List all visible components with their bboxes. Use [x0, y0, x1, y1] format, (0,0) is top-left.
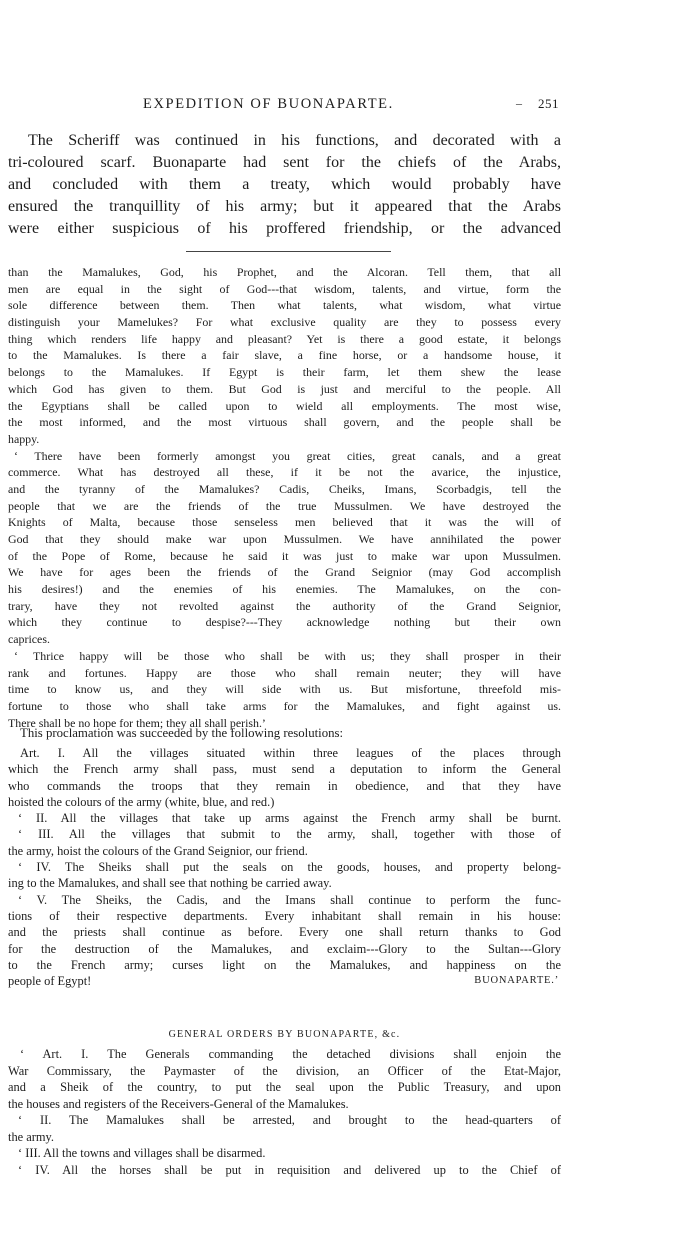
- article-line: ‘ V. The Sheiks, the Cadis, and the Imans shall continue to perform the func-: [18, 892, 561, 907]
- footnote-line: to the Mamalukes. Is there a fair slave, a fine horse, or a handsome house, it: [8, 348, 561, 363]
- article-line: ing to the Mamalukes, and shall see that nothing be carried away.: [8, 876, 332, 891]
- signature: BUONAPARTE.’: [474, 975, 559, 987]
- order-line: and a Sheik of the country, to put the seal upon the Public Treasury, and upon: [8, 1080, 561, 1094]
- footnote-line: Knights of Malta, because those senseless men believed that it was the will of: [8, 515, 561, 530]
- article-line: and the priests shall continue as before. Every one shall return thanks to God: [8, 925, 561, 940]
- footnote-line: There shall be no hope for them; they all shall perish.’: [8, 715, 266, 730]
- article-last-line: people of Egypt!: [8, 974, 92, 989]
- footnote-line: men are equal in the sight of God---that wisdom, talents, and virtue, form the: [8, 281, 561, 296]
- footnote-line: the most informed, and the most virtuous shall govern, and the people shall be: [8, 415, 561, 430]
- article-line: for the destruction of the Mamalukes, and exclaim---Glory to the Sultan---Glory: [8, 941, 561, 956]
- article-line: hoisted the colours of the army (white, blue, and red.): [8, 794, 275, 809]
- header-dash: –: [516, 96, 524, 110]
- footnote-line: fortune to those who shall take arms for the Mamalukes, and fight against us.: [8, 698, 561, 713]
- article-line: ‘ II. All the villages that take up arms against the French army shall be burnt.: [18, 811, 561, 826]
- running-title: EXPEDITION OF BUONAPARTE.: [143, 96, 394, 112]
- article-line: who commands the troops that they remain in obedience, and that they have: [8, 778, 561, 793]
- article-line: which the French army shall pass, must send a deputation to inform the General: [8, 762, 561, 777]
- order-line: ‘ III. All the towns and villages shall be disarmed.: [18, 1146, 266, 1160]
- footnote-rule: [186, 251, 391, 252]
- order-line: the army.: [8, 1129, 54, 1144]
- order-line: ‘ IV. All the horses shall be put in requisition and delivered up to the Chief of: [18, 1162, 561, 1177]
- article-line: to the French army; curses light on the Mamalukes, and happiness on the: [8, 957, 561, 972]
- page-number: 251: [538, 96, 559, 111]
- order-line: ‘ II. The Mamalukes shall be arrested, and brought to the head-quarters of: [18, 1113, 561, 1127]
- main-text-line: and concluded with them a treaty, which would probably have: [8, 176, 561, 193]
- article-line: tions of their respective departments. Every inhabitant shall remain in his house:: [8, 908, 561, 923]
- footnote-line: We have for ages been the friends of the Grand Seignior (may God accomplish: [8, 565, 561, 580]
- article-line: ‘ III. All the villages that submit to the army, shall, together with those of: [18, 827, 561, 842]
- main-text-line: ensured the tranquillity of his army; but it appeared that the Arabs: [8, 198, 561, 215]
- footnote-line: than the Mamalukes, God, his Prophet, and the Alcoran. Tell them, that all: [8, 265, 561, 279]
- article-line: Art. I. All the villages situated within three leagues of the places through: [20, 746, 561, 760]
- footnote-block: [8, 264, 561, 731]
- footnote-line: people that we are the friends of the true Mussulmen. We have destroyed the: [8, 498, 561, 513]
- footnote-line: and the tyranny of the Mamalukes? Cadis, Cheiks, Imans, Scorbadgis, tell the: [8, 481, 561, 496]
- footnote-line: caprices.: [8, 632, 50, 647]
- footnote-line: rank and fortunes. Happy are those who shall remain neuter; they will have: [8, 665, 561, 680]
- footnote-line: happy.: [8, 431, 40, 446]
- footnote-line: sole difference between them. Then what talents, what wisdom, what virtue: [8, 298, 561, 313]
- order-line: War Commissary, the Paymaster of the division, an Officer of the Etat-Major,: [8, 1063, 561, 1078]
- footnote-line: time to know us, and they will side with us. But misfortune, threefold mis-: [8, 682, 561, 697]
- footnote-line: trary, have they not revolted against the authority of the Grand Seignior,: [8, 598, 561, 613]
- general-orders-block: [8, 1046, 561, 1178]
- footnote-line: ‘ There have been formerly amongst you great cities, great canals, and a great: [14, 448, 561, 463]
- signature-line: [8, 973, 561, 989]
- main-text-line: The Scheriff was continued in his functions, and decorated with a: [28, 132, 561, 149]
- main-text-line: tri-coloured scarf. Buonaparte had sent for the chiefs of the Arabs,: [8, 154, 561, 171]
- main-text-line: were either suspicious of his proffered friendship, or the advanced: [8, 220, 561, 237]
- footnote-line: of the Pope of Rome, because he said it was just to make war upon Mussulmen.: [8, 548, 561, 563]
- resolutions-block: [8, 745, 561, 989]
- order-line: the houses and registers of the Receivers-General of the Mamalukes.: [8, 1096, 349, 1111]
- article-line: the army, hoist the colours of the Grand Seignior, our friend.: [8, 843, 308, 858]
- main-text-block: [8, 130, 561, 240]
- footnote-line: ‘ Thrice happy will be those who shall be with us; they shall prosper in their: [14, 648, 561, 663]
- footnote-line: which God has given to them. But God is just and merciful to the people. All: [8, 381, 561, 396]
- orders-heading: GENERAL ORDERS BY BUONAPARTE, &c.: [168, 1029, 401, 1040]
- order-line: ‘ Art. I. The Generals commanding the detached divisions shall enjoin the: [20, 1047, 561, 1061]
- proclamation-intro-line: This proclamation was succeeded by the following resolutions:: [20, 726, 344, 740]
- footnote-line: thing which renders life happy and pleasant? Yet is there a good estate, it belongs: [8, 331, 561, 346]
- footnote-line: belongs to the Mamalukes. If Egypt is their farm, let them shew the lease: [8, 365, 561, 380]
- article-line: ‘ IV. The Sheiks shall put the seals on the goods, houses, and property belong-: [18, 860, 561, 875]
- footnote-line: distinguish your Mamelukes? For what exclusive quality are they to possess every: [8, 315, 561, 330]
- running-header: [8, 96, 568, 116]
- footnote-line: the Egyptians shall be called upon to wield all employments. The most wise,: [8, 398, 561, 413]
- footnote-line: God that they should make war upon Mussulmen. We have annihilated the power: [8, 532, 561, 546]
- footnote-line: his desires!) and the enemies of his enemies. The Mamalukes, on the con-: [8, 582, 561, 597]
- footnote-line: which they continue to despise?---They acknowledge nothing but their own: [8, 615, 561, 630]
- footnote-line: commerce. What has destroyed all these, if it be not the avarice, the injustice,: [8, 465, 561, 480]
- proclamation-intro: [8, 724, 561, 742]
